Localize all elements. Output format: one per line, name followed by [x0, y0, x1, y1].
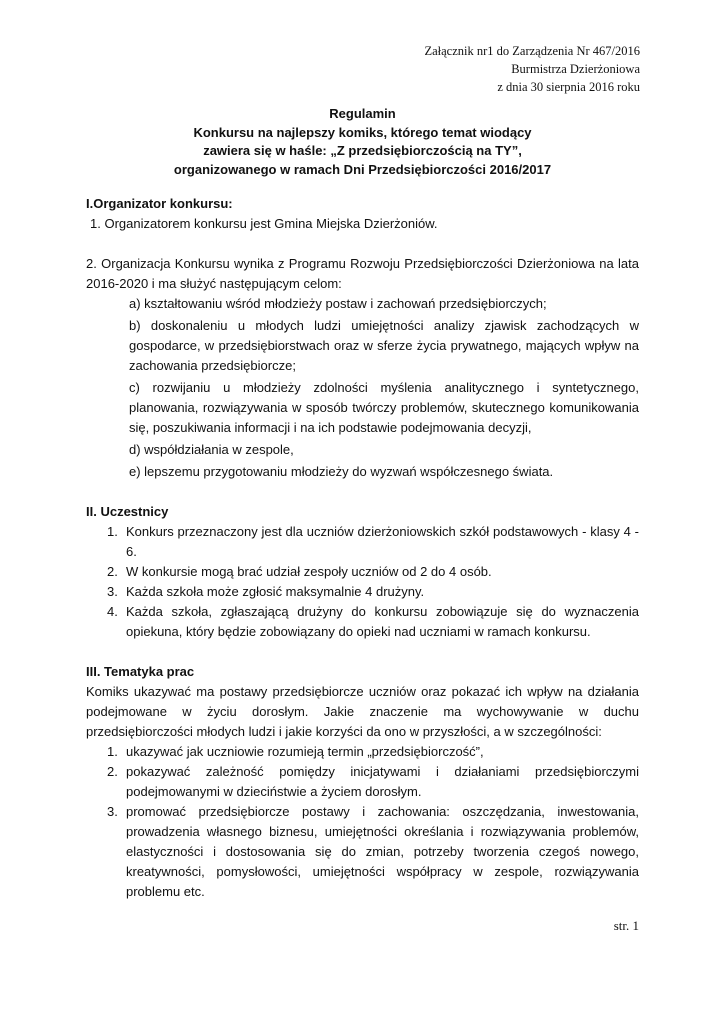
- list-item: [86, 582, 639, 602]
- list-item: [86, 522, 639, 562]
- section-1-heading: I.Organizator konkursu:: [86, 196, 233, 211]
- list-item-text: W konkursie mogą brać udział zespoły uczniów od 2 do 4 osób.: [126, 564, 492, 579]
- list-item-text: promować przedsiębiorcze postawy i zachowania: oszczędzania, inwestowania, prowadzenia własnego biznesu, umiejętności określania i rozwiązywania problemów, elastyczności i dostosowania się do zmian, potrzeby tworzenia czegoś nowego, kreatywności, pomysłowości, umiejętności współpracy w zespole, rozwiązywania problemu etc.: [126, 804, 639, 899]
- list-item-number: 2.: [107, 564, 118, 579]
- section-organizer: [86, 194, 639, 482]
- list-item-text: Każda szkoła może zgłosić maksymalnie 4 drużyny.: [126, 584, 425, 599]
- goal-item-c: c) rozwijaniu u młodzieży zdolności myślenia analitycznego i syntetycznego, planowania, rozwiązywania w sposób twórczy problemów, skutecznego komunikowania się, poszukiwania informacji i na ich podstawie podejmowania decyzji,: [129, 380, 639, 435]
- section-participants: [86, 502, 639, 642]
- attachment-note-line-3: z dnia 30 sierpnia 2016 roku: [497, 80, 640, 94]
- title-line-1: Regulamin: [329, 106, 396, 121]
- topics-list: [86, 742, 639, 902]
- title-line-3: zawiera się w haśle: „Z przedsiębiorczością na TY”,: [203, 143, 522, 158]
- list-item: [86, 762, 639, 802]
- list-item-number: 4.: [107, 604, 118, 619]
- section-2-heading: II. Uczestnicy: [86, 504, 169, 519]
- attachment-note: [424, 42, 640, 96]
- list-item-text: Każda szkoła, zgłaszającą drużyny do konkursu zobowiązuje się do wyznaczenia opiekuna, który będzie zobowiązany do opieki nad uczniami w ramach konkursu.: [126, 604, 639, 639]
- goal-item-e: e) lepszemu przygotowaniu młodzieży do wyzwań współczesnego świata.: [129, 464, 554, 479]
- list-item: [86, 802, 639, 902]
- list-item: [86, 602, 639, 642]
- page-number: str. 1: [613, 918, 639, 933]
- section-3-heading: III. Tematyka prac: [86, 664, 195, 679]
- document-title: [86, 105, 639, 179]
- section-1-point-2: 2. Organizacja Konkursu wynika z Programu Rozwoju Przedsiębiorczości Dzierżoniowa na lata 2016-2020 i ma służyć następującym celom:: [86, 256, 639, 291]
- list-item-text: ukazywać jak uczniowie rozumieją termin „przedsiębiorczość”,: [126, 744, 484, 759]
- title-line-2: Konkursu na najlepszy komiks, którego temat wiodący: [193, 124, 532, 140]
- section-topics: [86, 662, 639, 902]
- goal-item-a: a) kształtowaniu wśród młodzieży postaw i zachowań przedsiębiorczych;: [129, 296, 547, 311]
- list-item: [86, 742, 639, 762]
- attachment-note-line-1: Załącznik nr1 do Zarządzenia Nr 467/2016: [424, 44, 640, 58]
- participants-list: [86, 522, 639, 642]
- list-item-number: 1.: [107, 524, 118, 539]
- list-item-text: Konkurs przeznaczony jest dla uczniów dzierżoniowskich szkół podstawowych - klasy 4 - 6.: [126, 524, 639, 559]
- list-item: [86, 562, 639, 582]
- list-item-number: 1.: [107, 744, 118, 759]
- goal-item-b: b) doskonaleniu u młodych ludzi umiejętności analizy zjawisk zachodzących w gospodarce, w przedsiębiorstwach oraz w sferze życia prywatnego, mających wpływ na zachowania przedsiębiorcze;: [129, 318, 639, 373]
- list-item-number: 3.: [107, 584, 118, 599]
- list-item-text: pokazywać zależność pomiędzy inicjatywami i działaniami przedsiębiorczymi podejmowanymi w dzieciństwie a życiem dorosłym.: [126, 764, 639, 799]
- document-body: [86, 194, 639, 902]
- list-item-number: 3.: [107, 804, 118, 819]
- section-1-point-1: 1. Organizatorem konkursu jest Gmina Miejska Dzierżoniów.: [90, 216, 438, 231]
- attachment-note-line-2: Burmistrza Dzierżoniowa: [511, 62, 640, 76]
- title-line-4: organizowanego w ramach Dni Przedsiębiorczości 2016/2017: [173, 161, 552, 177]
- goal-item-d: d) współdziałania w zespole,: [129, 442, 294, 457]
- list-item-number: 2.: [107, 764, 118, 779]
- section-3-intro: Komiks ukazywać ma postawy przedsiębiorcze uczniów oraz pokazać ich wpływ na działania podejmowane w życiu dorosłym. Jakie znaczenie ma wychowywanie w duchu przedsiębiorczości młodych ludzi i jakie korzyści da ono w przyszłości, a w szczególności:: [86, 684, 639, 739]
